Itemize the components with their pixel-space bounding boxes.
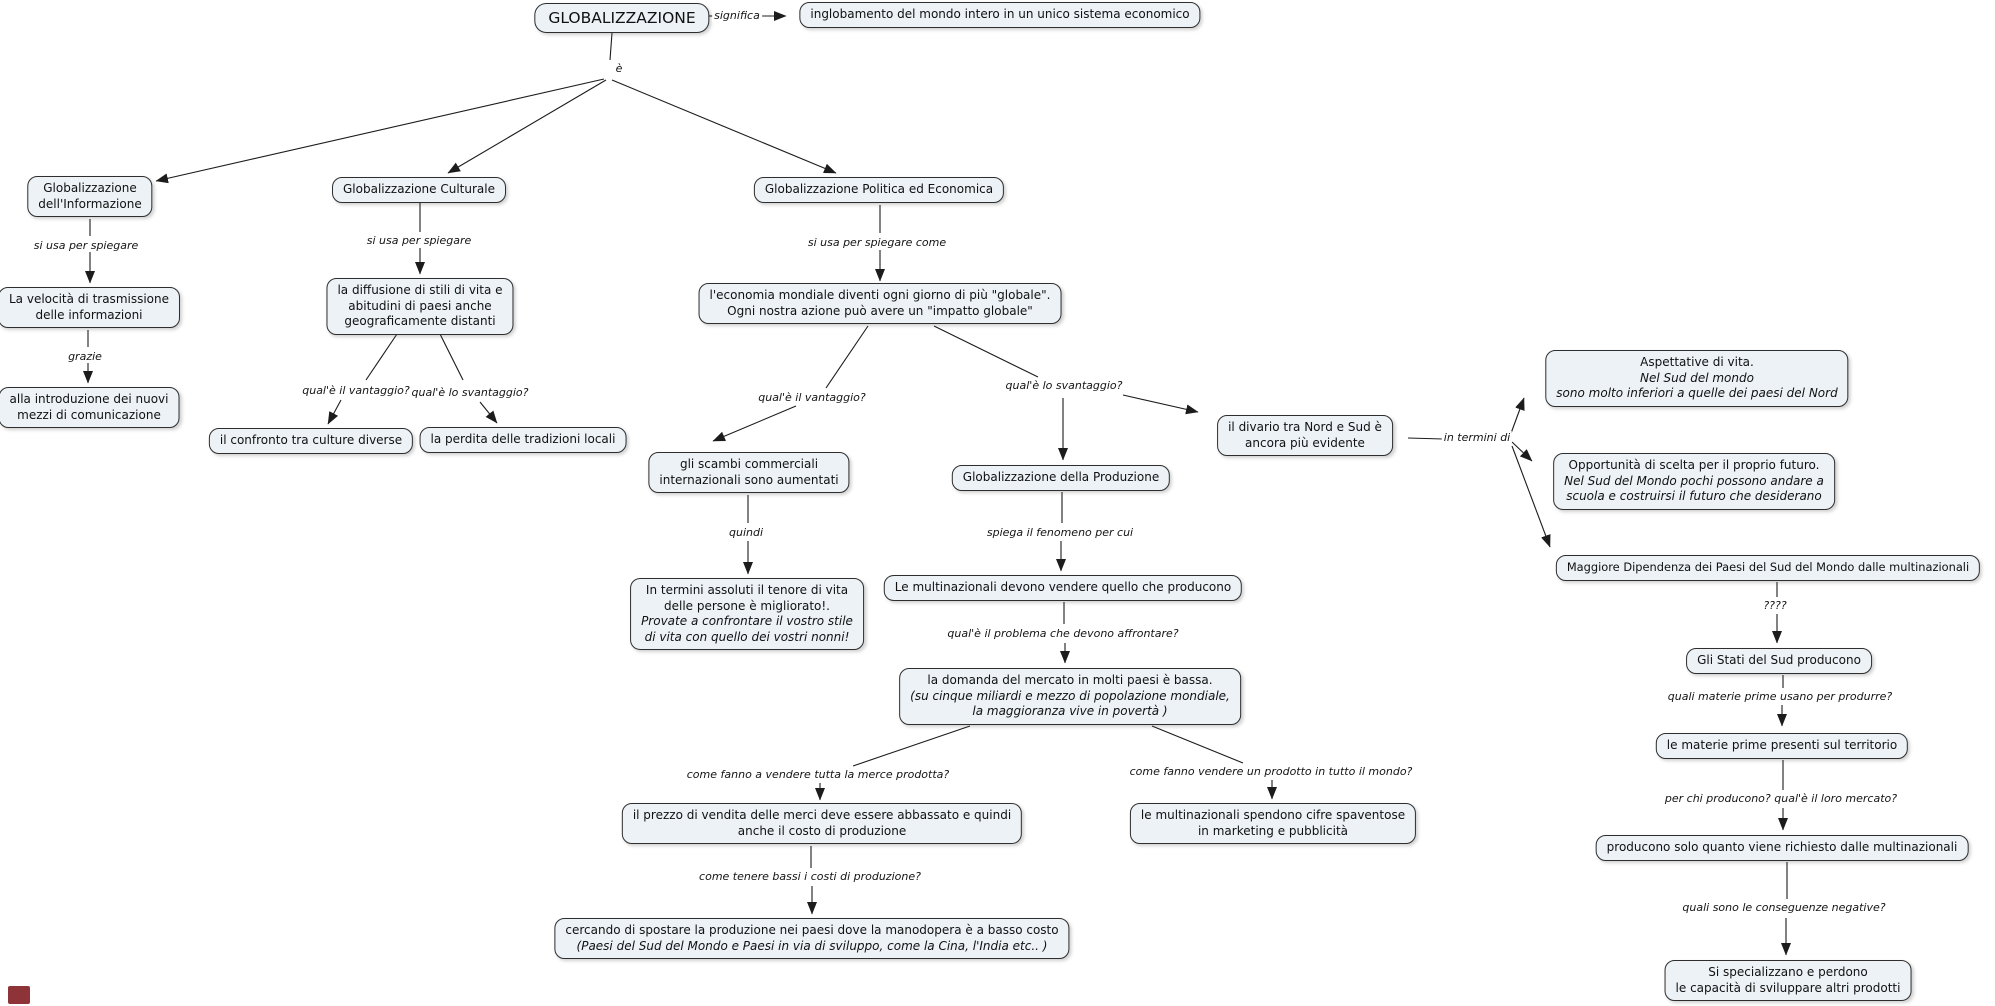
node-text-line: mezzi di comunicazione <box>17 407 161 422</box>
link-label-grazie: grazie <box>68 350 102 363</box>
node-text-line: Ogni nostra azione può avere un "impatto globale" <box>727 303 1033 318</box>
node-text-line: Provate a confrontare il vostro stile <box>641 614 853 628</box>
node-producono-solo[interactable] <box>1596 835 1969 861</box>
node-tenore-di-vita[interactable] <box>630 578 864 650</box>
link-label-si-usa-spiegare-come: si usa per spiegare come <box>807 236 947 249</box>
link-label-conseguenze-negative: quali sono le conseguenze negative? <box>1682 901 1886 914</box>
node-text-line: inglobamento del mondo intero in un unico sistema economico <box>810 7 1190 21</box>
node-text-line: Globalizzazione <box>43 181 137 195</box>
node-text-line: Maggiore Dipendenza dei Paesi del Sud del Mondo dalle multinazionali <box>1566 560 1970 574</box>
node-text-line: la diffusione di stili di vita e <box>337 283 503 297</box>
node-text-line: di vita con quello dei vostri nonni! <box>644 629 850 644</box>
edge <box>480 402 497 423</box>
node-text-line: sono molto inferiori a quelle dei paesi del Nord <box>1556 386 1838 400</box>
edge <box>1512 442 1532 461</box>
node-materie-prime[interactable] <box>1656 733 1908 759</box>
link-label-quali-materie-prime: quali materie prime usano per produrre? <box>1667 690 1893 703</box>
node-opportunita-scelta[interactable] <box>1553 453 1835 510</box>
edge <box>440 334 463 380</box>
link-label-vantaggio-econ: qual'è il vantaggio? <box>758 391 866 404</box>
link-label-si-usa-spiegare-cult: si usa per spiegare <box>366 234 472 247</box>
node-text-line: Globalizzazione Politica ed Economica <box>764 182 994 196</box>
node-text-line: Globalizzazione Culturale <box>343 182 495 196</box>
node-glob-politica-economica[interactable] <box>754 177 1004 203</box>
node-multinazionali-vendere[interactable] <box>884 575 1242 601</box>
node-text-line: internazionali sono aumentati <box>659 472 839 487</box>
node-text-line: producono solo quanto viene richiesto dalle multinazionali <box>1606 840 1958 854</box>
node-confronto-culture[interactable] <box>209 428 413 454</box>
node-text-line: scuola e costruirsi il futuro che desiderano <box>1566 489 1822 503</box>
node-domanda-mercato[interactable] <box>899 668 1241 725</box>
link-label-quattro-interrogativi: ???? <box>1763 599 1787 612</box>
node-text-line: la domanda del mercato in molti paesi è bassa. <box>927 673 1213 687</box>
link-label-in-termini-di: in termini di <box>1443 431 1511 444</box>
link-label-e: è <box>615 62 623 75</box>
edge <box>1408 438 1443 439</box>
node-glob-informazione[interactable] <box>27 176 152 217</box>
edge <box>853 726 970 766</box>
node-text-line: (su cinque miliardi e mezzo di popolazione mondiale, <box>910 688 1230 703</box>
node-text-line: l'economia mondiale diventi ogni giorno di più "globale". <box>709 288 1051 302</box>
node-text-line: (Paesi del Sud del Mondo e Paesi in via di sviluppo, come la Cina, l'India etc.. ) <box>576 938 1048 953</box>
link-label-svantaggio-econ: qual'è lo svantaggio? <box>1005 379 1123 392</box>
node-text-line: abitudini di paesi anche <box>348 298 492 313</box>
node-text-line: geograficamente distanti <box>344 314 496 328</box>
node-glob-culturale[interactable] <box>332 177 506 203</box>
node-divario-nord-sud[interactable] <box>1217 415 1393 456</box>
link-label-problema-affrontare: qual'è il problema che devono affrontare? <box>947 627 1179 640</box>
link-label-vantaggio-cult: qual'è il vantaggio? <box>302 384 410 397</box>
node-text-line: delle informazioni <box>35 307 143 322</box>
node-text-line: GLOBALIZZAZIONE <box>548 9 696 27</box>
edge <box>448 80 606 173</box>
node-text-line: In termini assoluti il tenore di vita <box>645 583 849 597</box>
node-text-line: Aspettative di vita. <box>1640 355 1754 369</box>
node-globalizzazione[interactable] <box>534 3 709 33</box>
node-economia-mondiale[interactable] <box>699 283 1062 324</box>
corner-mark <box>8 986 30 1004</box>
node-text-line: cercando di spostare la produzione nei paesi dove la manodopera è a basso costo <box>565 923 1059 937</box>
node-text-line: gli scambi commerciali <box>679 457 819 471</box>
edge <box>1512 446 1550 547</box>
node-text-line: La velocità di trasmissione <box>8 292 170 306</box>
node-text-line: alla introduzione dei nuovi <box>9 392 169 406</box>
edge <box>612 80 836 173</box>
link-label-si-usa-spiegare-info: si usa per spiegare <box>33 239 139 252</box>
node-scambi-commerciali[interactable] <box>648 452 849 493</box>
edge <box>366 334 397 380</box>
node-text-line: delle persone è migliorato!. <box>663 598 831 613</box>
node-text-line: il divario tra Nord e Sud è <box>1228 420 1382 434</box>
node-text-line: le multinazionali spendono cifre spaventose <box>1140 808 1406 822</box>
node-text-line: Opportunità di scelta per il proprio futuro. <box>1568 458 1820 472</box>
node-text-line: Nel Sud del mondo <box>1640 370 1754 385</box>
node-text-line: Gli Stati del Sud producono <box>1697 653 1861 667</box>
link-label-come-vendere-tutta: come fanno a vendere tutta la merce prodotta? <box>686 768 950 781</box>
link-label-svantaggio-cult: qual'è lo svantaggio? <box>411 386 529 399</box>
node-text-line: Si specializzano e perdono <box>1708 965 1868 979</box>
node-introduzione-mezzi[interactable] <box>0 387 179 428</box>
node-text-line: la perdita delle tradizioni locali <box>430 432 616 446</box>
edge <box>610 33 612 60</box>
node-text-line: anche il costo di produzione <box>737 823 907 838</box>
node-glob-produzione[interactable] <box>952 465 1170 491</box>
node-prezzo-vendita[interactable] <box>622 803 1022 844</box>
node-text-line: il confronto tra culture diverse <box>219 433 403 447</box>
edge <box>934 326 1038 377</box>
node-velocita-trasmissione[interactable] <box>0 287 180 328</box>
edge <box>826 326 868 388</box>
node-diffusione-stili[interactable] <box>326 278 513 335</box>
node-text-line: la maggioranza vive in povertà ) <box>972 704 1168 718</box>
node-text-line: Le multinazionali devono vendere quello che producono <box>894 580 1232 594</box>
node-text-line: in marketing e pubblicità <box>1197 823 1349 838</box>
link-label-quindi: quindi <box>728 526 764 539</box>
node-spostare-produzione[interactable] <box>554 918 1069 959</box>
edge <box>713 406 796 441</box>
node-si-specializzano[interactable] <box>1665 960 1912 1001</box>
link-label-significa: significa <box>714 9 760 22</box>
link-label-per-chi-producono: per chi producono? qual'è il loro mercato? <box>1664 792 1898 805</box>
node-text-line: Nel Sud del Mondo pochi possono andare a <box>1564 473 1824 488</box>
edge <box>156 79 604 181</box>
edge <box>1152 726 1243 763</box>
node-text-line: ancora più evidente <box>1245 435 1365 450</box>
node-text-line: il prezzo di vendita delle merci deve essere abbassato e quindi <box>632 808 1012 822</box>
node-aspettative-vita[interactable] <box>1545 350 1848 407</box>
link-label-come-tenere-bassi: come tenere bassi i costi di produzione? <box>699 870 921 883</box>
node-dipendenza-multinazionali[interactable] <box>1556 555 1980 581</box>
link-label-spiega-fenomeno: spiega il fenomeno per cui <box>986 526 1134 539</box>
node-perdita-tradizioni[interactable] <box>420 427 627 453</box>
link-label-come-vendere-mondo: come fanno vendere un prodotto in tutto il mondo? <box>1129 765 1413 778</box>
node-spese-marketing[interactable] <box>1130 803 1416 844</box>
edge <box>328 400 341 424</box>
node-text-line: le capacità di sviluppare altri prodotti <box>1675 980 1901 995</box>
edge <box>1123 395 1198 412</box>
node-stati-sud-producono[interactable] <box>1686 648 1872 674</box>
node-text-line: dell'Informazione <box>38 196 142 211</box>
node-text-line: le materie prime presenti sul territorio <box>1666 738 1898 752</box>
node-text-line: Globalizzazione della Produzione <box>962 470 1160 484</box>
node-inglobamento[interactable] <box>799 2 1200 28</box>
